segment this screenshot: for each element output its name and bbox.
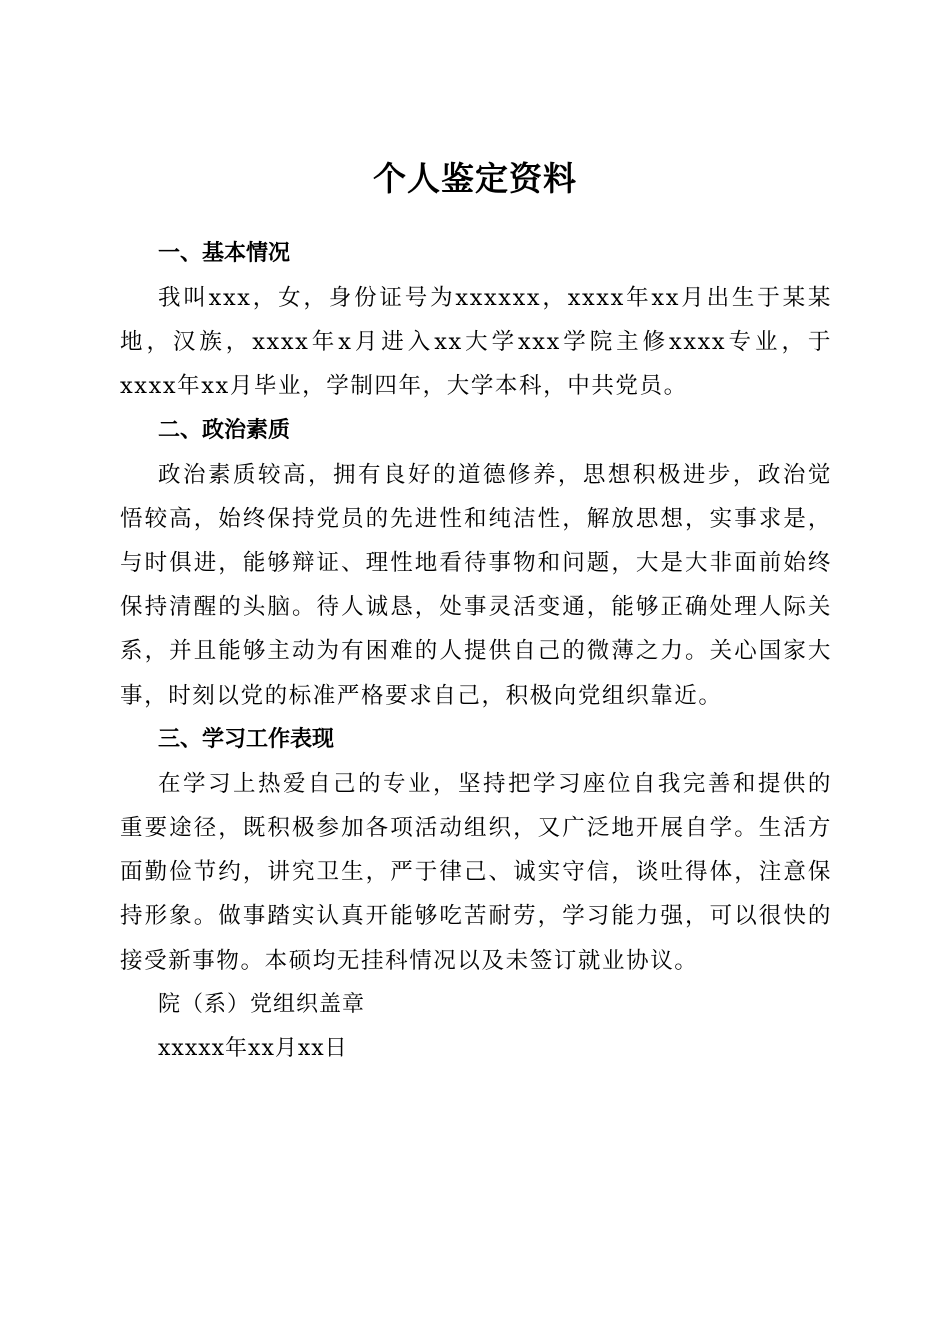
section-paragraph: 我叫xxx，女，身份证号为xxxxxx，xxxx年xx月出生于某某地，汉族，xxxx年x月进入xx大学xxx学院主修xxxx专业，于xxxx年xx月毕业，学制四年，大学本科，中共党员。 [120, 285, 832, 400]
signature-line: 院（系）党组织盖章 [158, 991, 366, 1017]
document-body [120, 232, 832, 1071]
section-paragraph: 在学习上热爱自己的专业，坚持把学习座位自我完善和提供的重要途径，既积极参加各项活动组织，又广泛地开展自学。生活方面勤俭节约，讲究卫生，严于律己、诚实守信，谈吐得体，注意保持形象。做事踏实认真开能够吃苦耐劳，学习能力强，可以很快的接受新事物。本硕均无挂科情况以及未签订就业协议。 [120, 770, 832, 974]
section-heading: 三、学习工作表现 [158, 726, 335, 752]
section-study-work [120, 718, 832, 983]
section-paragraph: 政治素质较高，拥有良好的道德修养，思想积极进步，政治觉悟较高，始终保持党员的先进性和纯洁性，解放思想，实事求是，与时俱进，能够辩证、理性地看待事物和问题，大是大非面前始终保持清醒的头脑。待人诚恳，处事灵活变通，能够正确处理人际关系，并且能够主动为有困难的人提供自己的微薄之力。关心国家大事，时刻以党的标准严格要求自己，积极向党组织靠近。 [120, 461, 832, 709]
section-political-quality [120, 409, 832, 718]
section-heading: 二、政治素质 [158, 417, 291, 443]
section-basic-info [120, 232, 832, 409]
document-title: 个人鉴定资料 [373, 159, 577, 199]
date-line: xxxxx年xx月xx日 [158, 1035, 348, 1061]
section-heading: 一、基本情况 [158, 241, 291, 266]
